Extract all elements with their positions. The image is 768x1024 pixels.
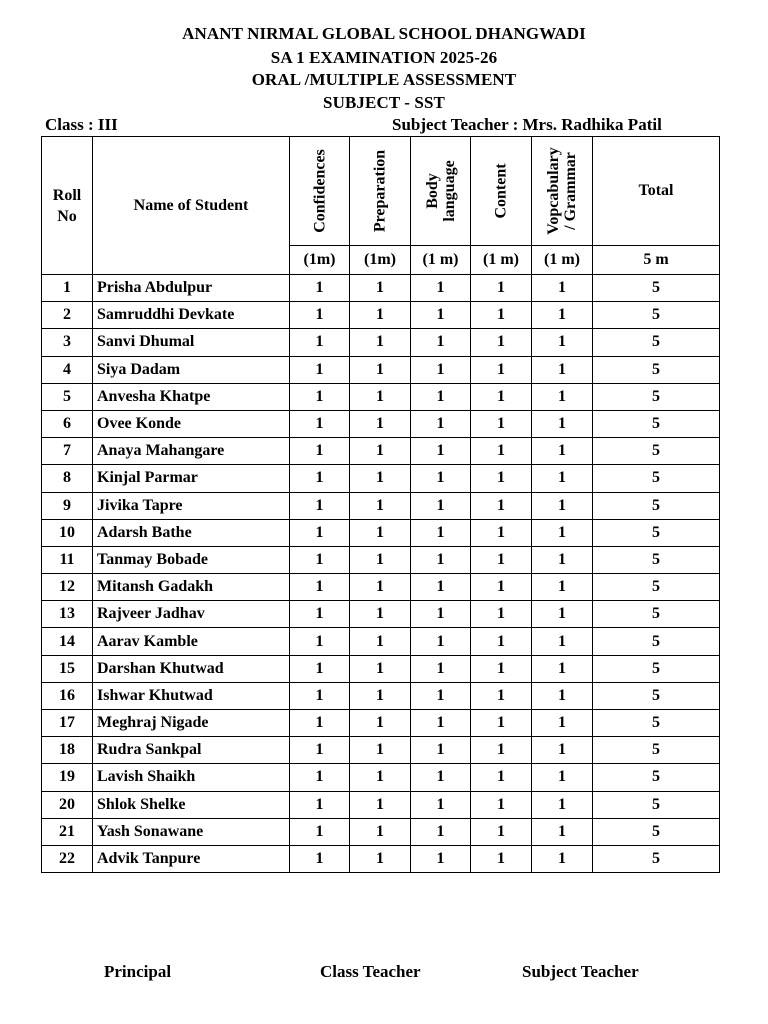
criteria-label: Preparation [371,149,389,233]
score-cell: 1 [411,438,471,465]
criteria-label: Body language [423,160,458,222]
roll-cell: 22 [42,845,93,872]
score-cell: 1 [290,519,350,546]
principal-signature-label: Principal [104,962,172,981]
score-cell: 1 [350,628,411,655]
score-cell: 1 [411,519,471,546]
score-cell: 1 [350,302,411,329]
student-name-cell: Sanvi Dhumal [93,329,290,356]
student-name-cell: Siya Dadam [93,356,290,383]
score-cell: 1 [532,845,593,872]
table-row [42,383,720,410]
score-cell: 1 [532,492,593,519]
score-cell: 1 [411,329,471,356]
score-cell: 1 [471,682,532,709]
subject-title: SUBJECT - SST [323,93,445,112]
total-cell: 5 [593,465,720,492]
score-cell: 1 [471,492,532,519]
total-cell: 5 [593,275,720,302]
score-cell: 1 [350,275,411,302]
score-cell: 1 [350,737,411,764]
score-cell: 1 [532,465,593,492]
score-cell: 1 [290,737,350,764]
score-cell: 1 [350,818,411,845]
score-cell: 1 [532,383,593,410]
score-cell: 1 [290,546,350,573]
score-cell: 1 [350,383,411,410]
roll-cell: 19 [42,764,93,791]
score-cell: 1 [350,329,411,356]
score-cell: 1 [290,601,350,628]
total-cell: 5 [593,546,720,573]
score-cell: 1 [290,438,350,465]
score-cell: 1 [350,601,411,628]
roll-cell: 7 [42,438,93,465]
roll-cell: 21 [42,818,93,845]
score-cell: 1 [471,519,532,546]
score-cell: 1 [411,302,471,329]
score-cell: 1 [532,818,593,845]
school-name: ANANT NIRMAL GLOBAL SCHOOL DHANGWADI [182,24,586,43]
score-cell: 1 [532,628,593,655]
score-cell: 1 [290,655,350,682]
score-cell: 1 [532,302,593,329]
score-cell: 1 [471,845,532,872]
roll-cell: 10 [42,519,93,546]
score-cell: 1 [350,574,411,601]
score-cell: 1 [350,519,411,546]
total-cell: 5 [593,818,720,845]
table-row [42,601,720,628]
criteria-marks: (1m) [290,246,350,275]
score-cell: 1 [532,574,593,601]
score-cell: 1 [350,546,411,573]
score-cell: 1 [471,465,532,492]
score-cell: 1 [532,601,593,628]
score-cell: 1 [532,275,593,302]
score-cell: 1 [411,628,471,655]
score-cell: 1 [290,383,350,410]
class-label: Class : III [45,115,118,134]
score-cell: 1 [532,791,593,818]
table-row [42,737,720,764]
total-header: Total [593,137,720,246]
score-cell: 1 [290,465,350,492]
score-cell: 1 [411,410,471,437]
table-row [42,710,720,737]
criteria-marks: (1 m) [411,246,471,275]
criteria-header-preparation [350,137,411,246]
score-cell: 1 [411,682,471,709]
score-cell: 1 [411,710,471,737]
score-cell: 1 [290,818,350,845]
student-name-cell: Ishwar Khutwad [93,682,290,709]
score-cell: 1 [411,546,471,573]
subject-teacher-signature-label: Subject Teacher [522,962,639,981]
total-cell: 5 [593,655,720,682]
student-name-cell: Rudra Sankpal [93,737,290,764]
roll-cell: 14 [42,628,93,655]
roll-cell: 16 [42,682,93,709]
score-cell: 1 [532,710,593,737]
score-cell: 1 [290,492,350,519]
score-cell: 1 [350,465,411,492]
roll-cell: 15 [42,655,93,682]
score-cell: 1 [471,302,532,329]
total-cell: 5 [593,574,720,601]
total-cell: 5 [593,737,720,764]
score-cell: 1 [532,519,593,546]
table-row [42,438,720,465]
table-row [42,764,720,791]
total-cell: 5 [593,383,720,410]
student-name-cell: Kinjal Parmar [93,465,290,492]
score-cell: 1 [532,655,593,682]
student-name-cell: Anvesha Khatpe [93,383,290,410]
score-cell: 1 [532,329,593,356]
score-cell: 1 [290,329,350,356]
score-cell: 1 [471,410,532,437]
score-cell: 1 [471,546,532,573]
roll-cell: 18 [42,737,93,764]
table-row [42,519,720,546]
score-cell: 1 [471,356,532,383]
student-name-cell: Samruddhi Devkate [93,302,290,329]
roll-cell: 8 [42,465,93,492]
criteria-marks: (1m) [350,246,411,275]
table-row [42,682,720,709]
table-row [42,546,720,573]
total-cell: 5 [593,845,720,872]
table-row [42,818,720,845]
total-cell: 5 [593,492,720,519]
score-cell: 1 [411,737,471,764]
student-name-cell: Meghraj Nigade [93,710,290,737]
student-name-cell: Advik Tanpure [93,845,290,872]
total-cell: 5 [593,628,720,655]
name-header: Name of Student [93,137,290,275]
criteria-label: Vopcabulary / Grammar [545,147,579,235]
criteria-header-content [471,137,532,246]
total-marks: 5 m [593,246,720,275]
score-cell: 1 [471,438,532,465]
score-cell: 1 [471,737,532,764]
score-cell: 1 [350,764,411,791]
table-row [42,628,720,655]
student-name-cell: Darshan Khutwad [93,655,290,682]
roll-cell: 13 [42,601,93,628]
score-cell: 1 [290,410,350,437]
score-cell: 1 [290,682,350,709]
score-cell: 1 [411,574,471,601]
score-cell: 1 [532,410,593,437]
assessment-title: ORAL /MULTIPLE ASSESSMENT [251,70,517,89]
student-name-cell: Yash Sonawane [93,818,290,845]
table-row [42,329,720,356]
score-cell: 1 [471,764,532,791]
score-cell: 1 [471,655,532,682]
score-cell: 1 [471,329,532,356]
total-cell: 5 [593,329,720,356]
score-cell: 1 [411,845,471,872]
student-name-cell: Rajveer Jadhav [93,601,290,628]
criteria-label: Content [492,163,510,219]
student-name-cell: Aarav Kamble [93,628,290,655]
score-cell: 1 [290,302,350,329]
roll-cell: 11 [42,546,93,573]
score-cell: 1 [350,845,411,872]
roll-cell: 17 [42,710,93,737]
table-row [42,410,720,437]
roll-cell: 5 [42,383,93,410]
score-cell: 1 [411,465,471,492]
total-cell: 5 [593,356,720,383]
total-cell: 5 [593,438,720,465]
score-cell: 1 [350,710,411,737]
table-row [42,574,720,601]
roll-cell: 1 [42,275,93,302]
table-row [42,356,720,383]
score-cell: 1 [471,710,532,737]
score-cell: 1 [350,655,411,682]
criteria-label: Confidences [311,149,328,233]
exam-title: SA 1 EXAMINATION 2025-26 [270,48,498,67]
score-cell: 1 [532,356,593,383]
score-cell: 1 [350,791,411,818]
roll-no-label: Roll No [52,186,82,225]
class-teacher-signature-label: Class Teacher [320,962,421,981]
score-cell: 1 [290,574,350,601]
score-cell: 1 [350,410,411,437]
score-cell: 1 [290,710,350,737]
roll-cell: 2 [42,302,93,329]
score-cell: 1 [532,438,593,465]
score-cell: 1 [350,492,411,519]
student-name-cell: Lavish Shaikh [93,764,290,791]
roll-cell: 12 [42,574,93,601]
score-cell: 1 [532,737,593,764]
score-cell: 1 [411,275,471,302]
total-cell: 5 [593,601,720,628]
score-cell: 1 [471,601,532,628]
criteria-marks: (1 m) [471,246,532,275]
score-cell: 1 [471,818,532,845]
total-cell: 5 [593,682,720,709]
score-cell: 1 [411,764,471,791]
score-cell: 1 [471,791,532,818]
subject-teacher-label: Subject Teacher : Mrs. Radhika Patil [392,115,662,134]
score-cell: 1 [411,818,471,845]
table-row [42,492,720,519]
score-cell: 1 [290,356,350,383]
score-cell: 1 [290,275,350,302]
score-cell: 1 [532,682,593,709]
student-name-cell: Ovee Konde [93,410,290,437]
score-cell: 1 [411,791,471,818]
total-cell: 5 [593,764,720,791]
roll-cell: 3 [42,329,93,356]
total-cell: 5 [593,791,720,818]
student-name-cell: Shlok Shelke [93,791,290,818]
table-row [42,302,720,329]
total-cell: 5 [593,710,720,737]
roll-cell: 20 [42,791,93,818]
roll-cell: 4 [42,356,93,383]
table-row [42,275,720,302]
roll-no-header [42,137,93,275]
roll-cell: 9 [42,492,93,519]
marks-table [41,136,720,873]
student-name-cell: Adarsh Bathe [93,519,290,546]
student-name-cell: Mitansh Gadakh [93,574,290,601]
student-name-cell: Jivika Tapre [93,492,290,519]
criteria-header-vocabulary [532,137,593,246]
criteria-marks: (1 m) [532,246,593,275]
score-cell: 1 [350,438,411,465]
score-cell: 1 [411,655,471,682]
total-cell: 5 [593,302,720,329]
score-cell: 1 [471,383,532,410]
score-cell: 1 [532,764,593,791]
table-row [42,845,720,872]
score-cell: 1 [290,764,350,791]
table-row [42,465,720,492]
roll-cell: 6 [42,410,93,437]
student-name-cell: Anaya Mahangare [93,438,290,465]
score-cell: 1 [290,845,350,872]
score-cell: 1 [471,275,532,302]
score-cell: 1 [411,601,471,628]
score-cell: 1 [350,682,411,709]
criteria-header-confidences [290,137,350,246]
score-cell: 1 [350,356,411,383]
score-cell: 1 [290,791,350,818]
score-cell: 1 [532,546,593,573]
student-name-cell: Prisha Abdulpur [93,275,290,302]
table-row [42,791,720,818]
score-cell: 1 [471,628,532,655]
score-cell: 1 [290,628,350,655]
score-cell: 1 [411,492,471,519]
student-name-cell: Tanmay Bobade [93,546,290,573]
total-cell: 5 [593,410,720,437]
score-cell: 1 [411,383,471,410]
table-row [42,655,720,682]
score-cell: 1 [471,574,532,601]
score-cell: 1 [411,356,471,383]
criteria-header-body-language [411,137,471,246]
total-cell: 5 [593,519,720,546]
